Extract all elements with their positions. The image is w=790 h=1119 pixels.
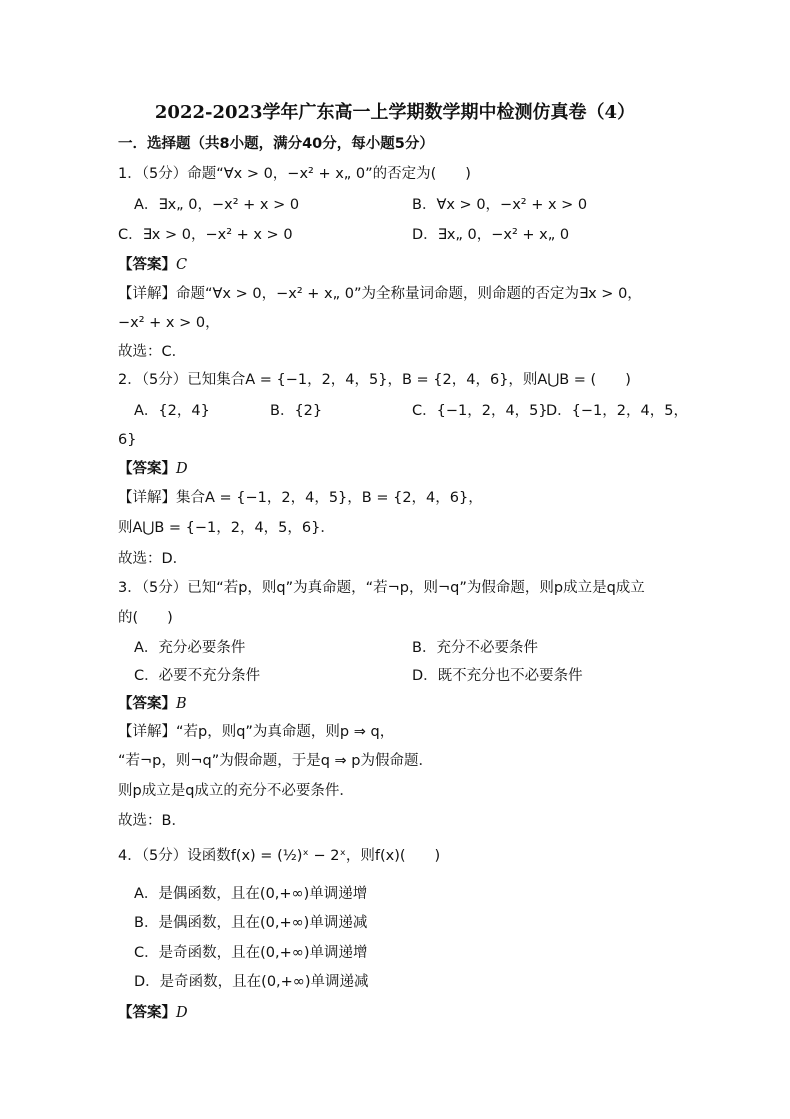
q2-option-d-cont: 6} (118, 432, 137, 448)
answer-label: 【答案】 (118, 257, 176, 273)
q4-option-a: A．是偶函数，且在(0,+∞)单调递增 (134, 886, 368, 902)
q3-pick: 故选：B． (118, 813, 186, 829)
answer-value: D (176, 461, 188, 477)
q4-option-c: C．是奇函数，且在(0,+∞)单调递增 (134, 945, 368, 961)
q2-option-c: C．{−1，2，4，5} (412, 403, 548, 419)
q3-detail-1: 【详解】“若p，则q”为真命题，则p ⇒ q， (118, 724, 395, 740)
q2-option-b: B．{2} (270, 403, 323, 419)
q2-detail-2: 则A⋃B = {−1，2，4，5，6}． (118, 520, 335, 536)
q1-answer (118, 255, 187, 275)
q3-detail-3: 则p成立是q成立的充分不必要条件． (118, 783, 354, 799)
q1-detail-2: −x² + x > 0， (118, 315, 220, 331)
q3-answer (118, 694, 187, 714)
q3-option-b: B．充分不必要条件 (412, 640, 538, 656)
q1-option-c: C．∃x > 0，−x² + x > 0 (118, 227, 293, 243)
q3-option-d: D．既不充分也不必要条件 (412, 668, 583, 684)
answer-value: B (176, 696, 187, 712)
q1-option-b: B．∀x > 0，−x² + x > 0 (412, 197, 588, 213)
page-title: 2022-2023学年广东高一上学期数学期中检测仿真卷（4） (154, 102, 636, 123)
q4-answer (118, 1003, 188, 1023)
q1-option-a: A．∃x„ 0，−x² + x > 0 (134, 197, 300, 213)
q1-pick: 故选：C． (118, 344, 187, 360)
q2-detail-1: 【详解】集合A = {−1，2，4，5}，B = {2，4，6}， (118, 490, 483, 506)
q2-stem: 2．（5分）已知集合A = {−1，2，4，5}，B = {2，4，6}，则A⋃B = ( ) (118, 372, 631, 388)
q4-stem: 4．（5分）设函数f(x) = (½)ˣ − 2ˣ，则f(x)( ) (118, 848, 441, 864)
q2-option-a: A．{2，4} (134, 403, 210, 419)
q2-answer (118, 459, 188, 479)
section-heading: 一．选择题（共8小题，满分40分，每小题5分） (118, 136, 434, 152)
q3-detail-2: “若¬p，则¬q”为假命题，于是q ⇒ p为假命题． (118, 753, 434, 769)
q3-stem-1: 3．（5分）已知“若p，则q”为真命题，“若¬p，则¬q”为假命题，则p成立是q成立 (118, 580, 645, 596)
answer-label: 【答案】 (118, 461, 176, 477)
q3-option-c: C．必要不充分条件 (134, 668, 261, 684)
q4-option-b: B．是偶函数，且在(0,+∞)单调递减 (134, 915, 368, 931)
answer-label: 【答案】 (118, 696, 176, 712)
q2-pick: 故选：D． (118, 551, 188, 567)
q1-option-d: D．∃x„ 0，−x² + x„ 0 (412, 227, 570, 243)
q4-option-d: D．是奇函数，且在(0,+∞)单调递减 (134, 974, 369, 990)
answer-value: C (176, 257, 188, 273)
q3-stem-2: 的( ) (118, 610, 173, 626)
answer-value: D (176, 1005, 188, 1021)
q2-option-d: D．{−1，2，4，5， (546, 403, 688, 419)
q1-detail-1: 【详解】命题“∀x > 0，−x² + x„ 0”为全称量词命题，则命题的否定为∃x > 0， (118, 286, 642, 302)
q1-stem: 1．（5分）命题“∀x > 0，−x² + x„ 0”的否定为( ) (118, 166, 471, 182)
q3-option-a: A．充分必要条件 (134, 640, 246, 656)
answer-label: 【答案】 (118, 1005, 176, 1021)
